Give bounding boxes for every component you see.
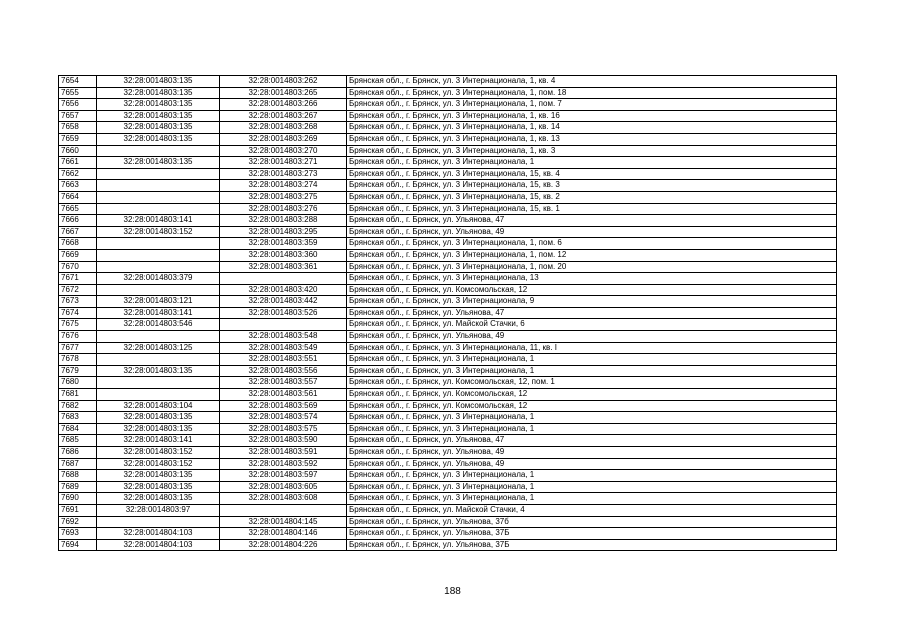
table-row xyxy=(59,319,837,331)
row-number-cell: 7657 xyxy=(59,110,97,122)
address-cell: Брянская обл., г. Брянск, ул. Комсомольская, 12 xyxy=(347,389,837,401)
row-number-cell: 7659 xyxy=(59,133,97,145)
row-number-cell: 7668 xyxy=(59,238,97,250)
table-row xyxy=(59,516,837,528)
cadastral-number-cell xyxy=(220,273,347,285)
row-number-cell: 7685 xyxy=(59,435,97,447)
table-row xyxy=(59,400,837,412)
row-number-cell: 7683 xyxy=(59,412,97,424)
row-number-cell: 7672 xyxy=(59,284,97,296)
parent-cadastral-number-cell: 32:28:0014803:135 xyxy=(97,122,220,134)
cadastral-number-cell: 32:28:0014803:268 xyxy=(220,122,347,134)
cadastral-number-cell: 32:28:0014803:590 xyxy=(220,435,347,447)
address-cell: Брянская обл., г. Брянск, ул. Комсомольская, 12, пом. 1 xyxy=(347,377,837,389)
cadastral-number-cell: 32:28:0014803:295 xyxy=(220,226,347,238)
address-cell: Брянская обл., г. Брянск, ул. 3 Интернационала, 11, кв. I xyxy=(347,342,837,354)
cadastral-number-cell: 32:28:0014803:442 xyxy=(220,296,347,308)
address-cell: Брянская обл., г. Брянск, ул. Ульянова, 49 xyxy=(347,331,837,343)
address-cell: Брянская обл., г. Брянск, ул. 3 Интернационала, 1, кв. 3 xyxy=(347,145,837,157)
address-cell: Брянская обл., г. Брянск, ул. 3 Интернационала, 1, пом. 6 xyxy=(347,238,837,250)
cadastral-registry-table xyxy=(58,75,837,551)
row-number-cell: 7679 xyxy=(59,365,97,377)
parent-cadastral-number-cell: 32:28:0014803:141 xyxy=(97,307,220,319)
table-row xyxy=(59,191,837,203)
parent-cadastral-number-cell: 32:28:0014803:135 xyxy=(97,470,220,482)
address-cell: Брянская обл., г. Брянск, ул. 3 Интернационала, 15, кв. 2 xyxy=(347,191,837,203)
parent-cadastral-number-cell: 32:28:0014803:135 xyxy=(97,481,220,493)
row-number-cell: 7667 xyxy=(59,226,97,238)
address-cell: Брянская обл., г. Брянск, ул. 3 Интернационала, 1, пом. 12 xyxy=(347,249,837,261)
address-cell: Брянская обл., г. Брянск, ул. Ульянова, 37Б xyxy=(347,528,837,540)
table-row xyxy=(59,447,837,459)
cadastral-number-cell: 32:28:0014803:420 xyxy=(220,284,347,296)
cadastral-number-cell: 32:28:0014803:569 xyxy=(220,400,347,412)
address-cell: Брянская обл., г. Брянск, ул. 3 Интернационала, 15, кв. 1 xyxy=(347,203,837,215)
address-cell: Брянская обл., г. Брянск, ул. 3 Интернационала, 1, пом. 20 xyxy=(347,261,837,273)
row-number-cell: 7688 xyxy=(59,470,97,482)
address-cell: Брянская обл., г. Брянск, ул. 3 Интернационала, 1 xyxy=(347,481,837,493)
row-number-cell: 7674 xyxy=(59,307,97,319)
address-cell: Брянская обл., г. Брянск, ул. 3 Интернационала, 1, кв. 14 xyxy=(347,122,837,134)
row-number-cell: 7681 xyxy=(59,389,97,401)
table-row xyxy=(59,365,837,377)
table-row xyxy=(59,307,837,319)
cadastral-number-cell: 32:28:0014803:591 xyxy=(220,447,347,459)
cadastral-number-cell: 32:28:0014803:274 xyxy=(220,180,347,192)
cadastral-number-cell: 32:28:0014803:275 xyxy=(220,191,347,203)
cadastral-number-cell: 32:28:0014804:145 xyxy=(220,516,347,528)
row-number-cell: 7689 xyxy=(59,481,97,493)
table-row xyxy=(59,168,837,180)
parent-cadastral-number-cell: 32:28:0014803:135 xyxy=(97,412,220,424)
row-number-cell: 7655 xyxy=(59,87,97,99)
address-cell: Брянская обл., г. Брянск, ул. Ульянова, 47 xyxy=(347,215,837,227)
parent-cadastral-number-cell: 32:28:0014803:141 xyxy=(97,215,220,227)
address-cell: Брянская обл., г. Брянск, ул. Ульянова, 47 xyxy=(347,435,837,447)
table-row xyxy=(59,87,837,99)
page-number: 188 xyxy=(444,586,461,597)
row-number-cell: 7676 xyxy=(59,331,97,343)
cadastral-number-cell: 32:28:0014803:551 xyxy=(220,354,347,366)
table-row xyxy=(59,481,837,493)
address-cell: Брянская обл., г. Брянск, ул. Ульянова, 49 xyxy=(347,226,837,238)
address-cell: Брянская обл., г. Брянск, ул. 3 Интернационала, 15, кв. 3 xyxy=(347,180,837,192)
table-row xyxy=(59,528,837,540)
table-row xyxy=(59,284,837,296)
parent-cadastral-number-cell: 32:28:0014803:121 xyxy=(97,296,220,308)
cadastral-number-cell: 32:28:0014803:359 xyxy=(220,238,347,250)
address-cell: Брянская обл., г. Брянск, ул. 3 Интернационала, 1 xyxy=(347,412,837,424)
address-cell: Брянская обл., г. Брянск, ул. Ульянова, 47 xyxy=(347,307,837,319)
parent-cadastral-number-cell xyxy=(97,203,220,215)
address-cell: Брянская обл., г. Брянск, ул. 3 Интернационала, 1 xyxy=(347,470,837,482)
cadastral-number-cell: 32:28:0014803:288 xyxy=(220,215,347,227)
cadastral-number-cell: 32:28:0014803:548 xyxy=(220,331,347,343)
table-row xyxy=(59,145,837,157)
cadastral-number-cell: 32:28:0014803:276 xyxy=(220,203,347,215)
parent-cadastral-number-cell: 32:28:0014803:141 xyxy=(97,435,220,447)
table-row xyxy=(59,296,837,308)
table-row xyxy=(59,504,837,516)
address-cell: Брянская обл., г. Брянск, ул. 3 Интернационала, 1, кв. 13 xyxy=(347,133,837,145)
address-cell: Брянская обл., г. Брянск, ул. Комсомольская, 12 xyxy=(347,284,837,296)
parent-cadastral-number-cell xyxy=(97,145,220,157)
row-number-cell: 7654 xyxy=(59,76,97,88)
cadastral-number-cell: 32:28:0014803:526 xyxy=(220,307,347,319)
table-row xyxy=(59,342,837,354)
cadastral-number-cell: 32:28:0014804:226 xyxy=(220,539,347,551)
parent-cadastral-number-cell: 32:28:0014803:379 xyxy=(97,273,220,285)
address-cell: Брянская обл., г. Брянск, ул. 3 Интернационала, 1, кв. 4 xyxy=(347,76,837,88)
address-cell: Брянская обл., г. Брянск, ул. 3 Интернационала, 1 xyxy=(347,423,837,435)
row-number-cell: 7684 xyxy=(59,423,97,435)
parent-cadastral-number-cell xyxy=(97,249,220,261)
parent-cadastral-number-cell xyxy=(97,331,220,343)
cadastral-number-cell: 32:28:0014803:266 xyxy=(220,99,347,111)
table-row xyxy=(59,99,837,111)
address-cell: Брянская обл., г. Брянск, ул. Ульянова, 49 xyxy=(347,458,837,470)
cadastral-number-cell: 32:28:0014803:273 xyxy=(220,168,347,180)
row-number-cell: 7662 xyxy=(59,168,97,180)
row-number-cell: 7686 xyxy=(59,447,97,459)
address-cell: Брянская обл., г. Брянск, ул. 3 Интернационала, 15, кв. 4 xyxy=(347,168,837,180)
row-number-cell: 7664 xyxy=(59,191,97,203)
table-row xyxy=(59,76,837,88)
row-number-cell: 7658 xyxy=(59,122,97,134)
cadastral-number-cell: 32:28:0014803:575 xyxy=(220,423,347,435)
table-row xyxy=(59,389,837,401)
row-number-cell: 7692 xyxy=(59,516,97,528)
parent-cadastral-number-cell: 32:28:0014803:546 xyxy=(97,319,220,331)
table-row xyxy=(59,539,837,551)
parent-cadastral-number-cell: 32:28:0014803:135 xyxy=(97,87,220,99)
row-number-cell: 7680 xyxy=(59,377,97,389)
parent-cadastral-number-cell: 32:28:0014803:125 xyxy=(97,342,220,354)
table-row xyxy=(59,493,837,505)
cadastral-number-cell: 32:28:0014803:267 xyxy=(220,110,347,122)
parent-cadastral-number-cell: 32:28:0014803:135 xyxy=(97,76,220,88)
table-row xyxy=(59,215,837,227)
table-row xyxy=(59,261,837,273)
cadastral-number-cell: 32:28:0014803:549 xyxy=(220,342,347,354)
table-row xyxy=(59,238,837,250)
address-cell: Брянская обл., г. Брянск, ул. 3 Интернационала, 9 xyxy=(347,296,837,308)
table-row xyxy=(59,203,837,215)
parent-cadastral-number-cell: 32:28:0014804:103 xyxy=(97,539,220,551)
table-row xyxy=(59,412,837,424)
row-number-cell: 7682 xyxy=(59,400,97,412)
row-number-cell: 7660 xyxy=(59,145,97,157)
table-row xyxy=(59,331,837,343)
address-cell: Брянская обл., г. Брянск, ул. 3 Интернационала, 13 xyxy=(347,273,837,285)
address-cell: Брянская обл., г. Брянск, ул. 3 Интернационала, 1 xyxy=(347,354,837,366)
row-number-cell: 7665 xyxy=(59,203,97,215)
parent-cadastral-number-cell: 32:28:0014803:135 xyxy=(97,493,220,505)
table-row xyxy=(59,458,837,470)
table-row xyxy=(59,226,837,238)
address-cell: Брянская обл., г. Брянск, ул. 3 Интернационала, 1 xyxy=(347,365,837,377)
parent-cadastral-number-cell: 32:28:0014803:152 xyxy=(97,226,220,238)
row-number-cell: 7690 xyxy=(59,493,97,505)
parent-cadastral-number-cell xyxy=(97,168,220,180)
cadastral-number-cell: 32:28:0014803:592 xyxy=(220,458,347,470)
row-number-cell: 7671 xyxy=(59,273,97,285)
cadastral-number-cell: 32:28:0014803:271 xyxy=(220,157,347,169)
table-row xyxy=(59,110,837,122)
table-row xyxy=(59,249,837,261)
parent-cadastral-number-cell: 32:28:0014803:135 xyxy=(97,133,220,145)
parent-cadastral-number-cell: 32:28:0014803:104 xyxy=(97,400,220,412)
address-cell: Брянская обл., г. Брянск, ул. Ульянова, 37б xyxy=(347,516,837,528)
cadastral-number-cell: 32:28:0014803:269 xyxy=(220,133,347,145)
parent-cadastral-number-cell: 32:28:0014803:135 xyxy=(97,110,220,122)
address-cell: Брянская обл., г. Брянск, ул. 3 Интернационала, 1 xyxy=(347,157,837,169)
cadastral-number-cell: 32:28:0014803:265 xyxy=(220,87,347,99)
parent-cadastral-number-cell xyxy=(97,354,220,366)
parent-cadastral-number-cell xyxy=(97,191,220,203)
table-row xyxy=(59,435,837,447)
cadastral-number-cell: 32:28:0014803:608 xyxy=(220,493,347,505)
address-cell: Брянская обл., г. Брянск, ул. 3 Интернационала, 1, пом. 7 xyxy=(347,99,837,111)
row-number-cell: 7687 xyxy=(59,458,97,470)
address-cell: Брянская обл., г. Брянск, ул. Майской Стачки, 6 xyxy=(347,319,837,331)
table-row xyxy=(59,180,837,192)
parent-cadastral-number-cell xyxy=(97,180,220,192)
row-number-cell: 7656 xyxy=(59,99,97,111)
row-number-cell: 7675 xyxy=(59,319,97,331)
cadastral-number-cell: 32:28:0014804:146 xyxy=(220,528,347,540)
parent-cadastral-number-cell: 32:28:0014803:135 xyxy=(97,99,220,111)
table-row xyxy=(59,133,837,145)
row-number-cell: 7694 xyxy=(59,539,97,551)
table-row xyxy=(59,470,837,482)
cadastral-number-cell: 32:28:0014803:270 xyxy=(220,145,347,157)
parent-cadastral-number-cell xyxy=(97,377,220,389)
cadastral-number-cell xyxy=(220,319,347,331)
address-cell: Брянская обл., г. Брянск, ул. Ульянова, 49 xyxy=(347,447,837,459)
cadastral-number-cell: 32:28:0014803:574 xyxy=(220,412,347,424)
parent-cadastral-number-cell xyxy=(97,284,220,296)
address-cell: Брянская обл., г. Брянск, ул. Майской Стачки, 4 xyxy=(347,504,837,516)
table-row xyxy=(59,273,837,285)
parent-cadastral-number-cell: 32:28:0014803:135 xyxy=(97,157,220,169)
row-number-cell: 7663 xyxy=(59,180,97,192)
parent-cadastral-number-cell xyxy=(97,238,220,250)
row-number-cell: 7693 xyxy=(59,528,97,540)
address-cell: Брянская обл., г. Брянск, ул. 3 Интернационала, 1, кв. 16 xyxy=(347,110,837,122)
table-row xyxy=(59,122,837,134)
row-number-cell: 7666 xyxy=(59,215,97,227)
row-number-cell: 7678 xyxy=(59,354,97,366)
row-number-cell: 7677 xyxy=(59,342,97,354)
cadastral-number-cell: 32:28:0014803:605 xyxy=(220,481,347,493)
cadastral-number-cell: 32:28:0014803:556 xyxy=(220,365,347,377)
row-number-cell: 7673 xyxy=(59,296,97,308)
table-row xyxy=(59,354,837,366)
cadastral-number-cell: 32:28:0014803:597 xyxy=(220,470,347,482)
cadastral-number-cell: 32:28:0014803:561 xyxy=(220,389,347,401)
table-body xyxy=(59,76,837,551)
parent-cadastral-number-cell xyxy=(97,389,220,401)
table-row xyxy=(59,423,837,435)
cadastral-number-cell: 32:28:0014803:262 xyxy=(220,76,347,88)
row-number-cell: 7670 xyxy=(59,261,97,273)
parent-cadastral-number-cell: 32:28:0014803:135 xyxy=(97,365,220,377)
parent-cadastral-number-cell xyxy=(97,261,220,273)
parent-cadastral-number-cell: 32:28:0014804:103 xyxy=(97,528,220,540)
cadastral-number-cell: 32:28:0014803:360 xyxy=(220,249,347,261)
address-cell: Брянская обл., г. Брянск, ул. 3 Интернационала, 1 xyxy=(347,493,837,505)
cadastral-number-cell: 32:28:0014803:361 xyxy=(220,261,347,273)
cadastral-number-cell xyxy=(220,504,347,516)
row-number-cell: 7691 xyxy=(59,504,97,516)
address-cell: Брянская обл., г. Брянск, ул. Ульянова, 37Б xyxy=(347,539,837,551)
cadastral-number-cell: 32:28:0014803:557 xyxy=(220,377,347,389)
table-row xyxy=(59,377,837,389)
parent-cadastral-number-cell: 32:28:0014803:152 xyxy=(97,447,220,459)
table-row xyxy=(59,157,837,169)
row-number-cell: 7661 xyxy=(59,157,97,169)
address-cell: Брянская обл., г. Брянск, ул. 3 Интернационала, 1, пом. 18 xyxy=(347,87,837,99)
row-number-cell: 7669 xyxy=(59,249,97,261)
parent-cadastral-number-cell xyxy=(97,516,220,528)
parent-cadastral-number-cell: 32:28:0014803:152 xyxy=(97,458,220,470)
parent-cadastral-number-cell: 32:28:0014803:97 xyxy=(97,504,220,516)
parent-cadastral-number-cell: 32:28:0014803:135 xyxy=(97,423,220,435)
address-cell: Брянская обл., г. Брянск, ул. Комсомольская, 12 xyxy=(347,400,837,412)
